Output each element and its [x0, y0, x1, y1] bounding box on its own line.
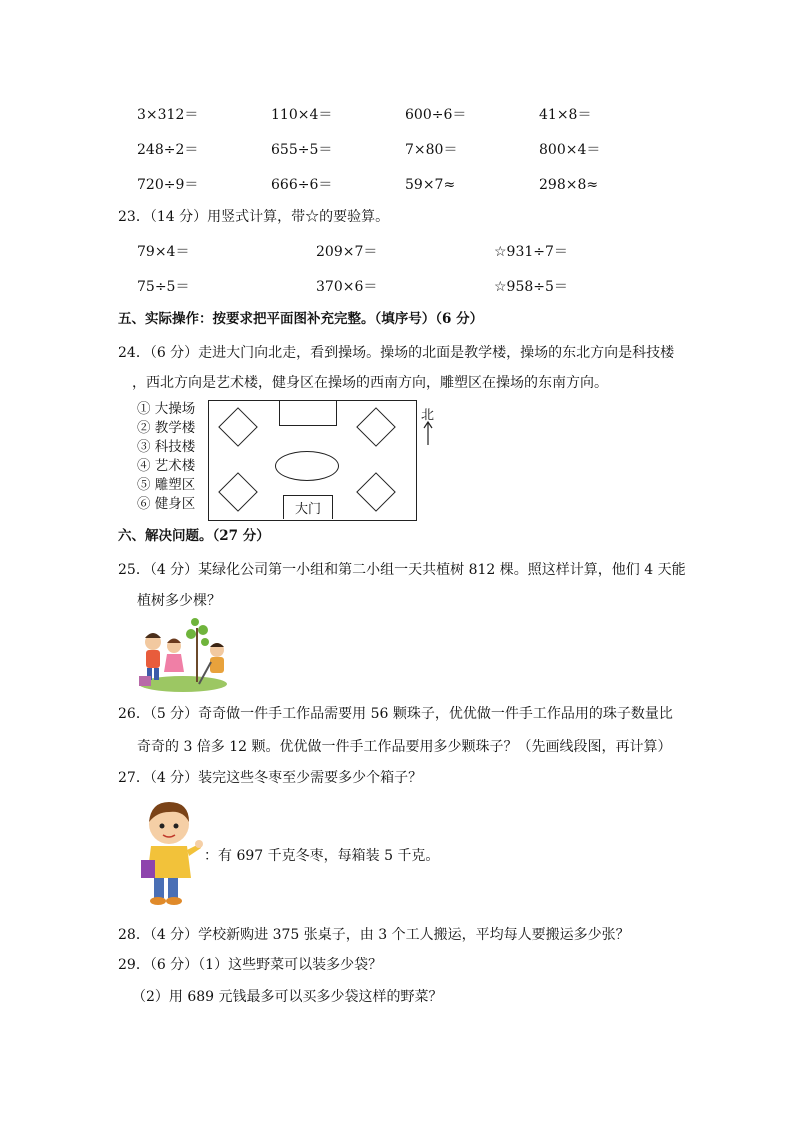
question-25-line2: 植树多少棵？ — [137, 593, 221, 609]
question-26-line1: 26．（5 分）奇奇做一件手工作品需要用 56 颗珠子，优优做一件手工作品用的珠子数量比 — [118, 706, 673, 722]
north-label: 北 — [421, 408, 435, 423]
calc-item: 370×6＝ — [316, 279, 378, 295]
northeast-box[interactable] — [356, 407, 396, 447]
question-26-line2: 奇奇的 3 倍多 12 颗。优优做一件手工作品要用多少颗珠子？（先画线段图，再计算） — [137, 739, 672, 755]
southeast-box[interactable] — [356, 472, 396, 512]
calc-item: 75÷5＝ — [137, 279, 190, 295]
question-25-line1: 25．（4 分）某绿化公司第一小组和第二小组一天共植树 812 棵。照这样计算，他们 4 天能 — [118, 562, 686, 578]
gate-box — [283, 495, 333, 519]
calc-item: 59×7≈ — [405, 177, 456, 193]
calc-item: 41×8＝ — [539, 107, 592, 123]
calc-item: 248÷2＝ — [137, 142, 199, 158]
legend-item: ⑤ 雕塑区 — [137, 477, 196, 493]
boy-illustration — [137, 796, 203, 908]
calc-item: ☆958÷5＝ — [494, 279, 568, 295]
north-building-box[interactable] — [279, 400, 337, 426]
calc-item: 600÷6＝ — [405, 107, 467, 123]
question-29-line1: 29．（6 分）（1）这些野菜可以装多少袋？ — [118, 957, 383, 973]
question-24-line1: 24．（6 分）走进大门向北走，看到操场。操场的北面是教学楼，操场的东北方向是科技楼 — [118, 345, 675, 361]
legend-item: ② 教学楼 — [137, 420, 196, 436]
calc-item: 720÷9＝ — [137, 177, 199, 193]
floor-plan — [208, 400, 417, 521]
speech-text: ：有 697 千克冬枣，每箱装 5 千克。 — [204, 848, 440, 864]
gate-label: 大门 — [294, 502, 321, 517]
playground-ellipse[interactable] — [275, 451, 339, 481]
calc-item: 298×8≈ — [539, 177, 599, 193]
question-24-line2: ，西北方向是艺术楼，健身区在操场的西南方向，雕塑区在操场的东南方向。 — [132, 375, 608, 391]
legend-item: ④ 艺术楼 — [137, 458, 196, 474]
calc-item: 209×7＝ — [316, 244, 378, 260]
calc-item: 655÷5＝ — [271, 142, 333, 158]
calc-item: 110×4＝ — [271, 107, 333, 123]
calc-item: 800×4＝ — [539, 142, 601, 158]
question-28: 28．（4 分）学校新购进 375 张桌子，由 3 个工人搬运，平均每人要搬运多少张？ — [118, 927, 630, 943]
section-6-heading: 六、解决问题。（27 分） — [118, 528, 270, 544]
calc-item: ☆931÷7＝ — [494, 244, 568, 260]
legend-item: ⑥ 健身区 — [137, 496, 196, 512]
tree-planting-illustration — [137, 612, 229, 694]
question-29-line2: （2）用 689 元钱最多可以买多少袋这样的野菜？ — [132, 989, 443, 1005]
legend-item: ① 大操场 — [137, 401, 196, 417]
calc-item: 7×80＝ — [405, 142, 458, 158]
southwest-box[interactable] — [218, 472, 258, 512]
legend-item: ③ 科技楼 — [137, 439, 196, 455]
section-5-heading: 五、实际操作：按要求把平面图补充完整。（填序号）（6 分） — [118, 311, 484, 327]
northwest-box[interactable] — [218, 407, 258, 447]
north-arrow-icon — [422, 420, 434, 446]
question-23-title: 23．（14 分）用竖式计算，带☆的要验算。 — [118, 209, 390, 225]
calc-item: 666÷6＝ — [271, 177, 333, 193]
question-27-title: 27．（4 分）装完这些冬枣至少需要多少个箱子？ — [118, 770, 423, 786]
calc-item: 79×4＝ — [137, 244, 190, 260]
calc-item: 3×312＝ — [137, 107, 199, 123]
